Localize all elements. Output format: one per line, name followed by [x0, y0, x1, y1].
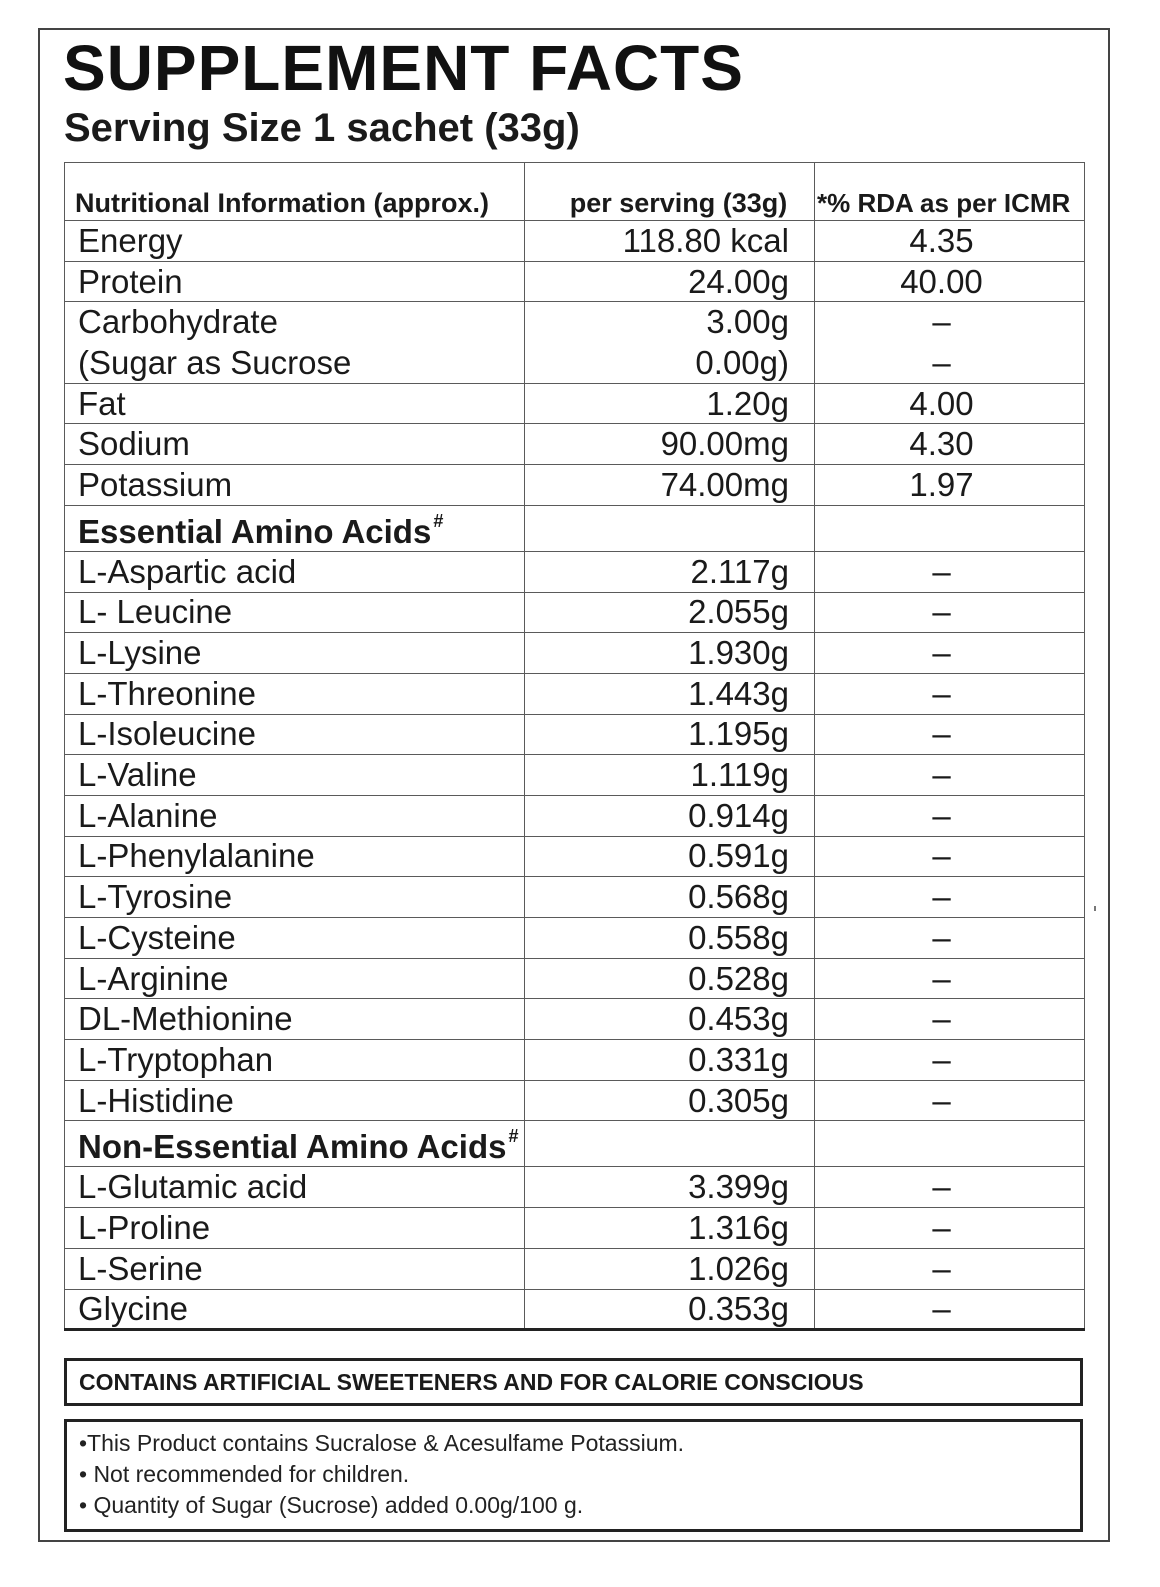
empty-cell	[815, 505, 1085, 551]
amino-acid-name: L-Tyrosine	[65, 877, 525, 918]
table-row	[65, 465, 1085, 506]
amino-acid-rda: –	[815, 714, 1085, 755]
amino-acid-amount: 0.914g	[525, 795, 815, 836]
amino-acid-rda: –	[815, 755, 1085, 796]
amino-acid-rda: –	[815, 1167, 1085, 1208]
table-row	[65, 795, 1085, 836]
nutrient-amount: 24.00g	[525, 261, 815, 302]
amino-acid-rda: –	[815, 1248, 1085, 1289]
amino-acid-amount: 1.026g	[525, 1248, 815, 1289]
nutrient-rda: –	[815, 302, 1085, 343]
amino-acid-rda: –	[815, 918, 1085, 959]
empty-cell	[525, 1121, 815, 1167]
essential-amino-acids-heading	[65, 505, 525, 551]
header-nutrient: Nutritional Information (approx.)	[65, 163, 525, 221]
table-row	[65, 836, 1085, 877]
table-row	[65, 877, 1085, 918]
table-row	[65, 958, 1085, 999]
nutrient-amount: 0.00g)	[525, 343, 815, 384]
amino-acid-amount: 1.316g	[525, 1208, 815, 1249]
table-row	[65, 633, 1085, 674]
amino-acid-name: L- Leucine	[65, 592, 525, 633]
amino-acid-amount: 0.558g	[525, 918, 815, 959]
non-essential-amino-acids-heading	[65, 1121, 525, 1167]
section-heading-row	[65, 1121, 1085, 1167]
amino-acid-rda: –	[815, 999, 1085, 1040]
amino-acid-name: L-Arginine	[65, 958, 525, 999]
amino-acid-name: L-Isoleucine	[65, 714, 525, 755]
table-row	[65, 1208, 1085, 1249]
amino-acid-name: L-Glutamic acid	[65, 1167, 525, 1208]
table-row	[65, 592, 1085, 633]
nutrient-amount: 1.20g	[525, 383, 815, 424]
nutrient-name: Energy	[65, 221, 525, 262]
amino-acid-name: L-Histidine	[65, 1080, 525, 1121]
amino-acid-rda: –	[815, 592, 1085, 633]
table-row	[65, 755, 1085, 796]
header-rda: *% RDA as per ICMR	[815, 163, 1085, 221]
footnote-mark: #	[508, 1126, 519, 1147]
amino-acid-amount: 0.305g	[525, 1080, 815, 1121]
nutrient-amount: 118.80 kcal	[525, 221, 815, 262]
table-row	[65, 673, 1085, 714]
note-sweeteners: •This Product contains Sucralose & Acesulfame Potassium.	[79, 1430, 685, 1456]
amino-acid-rda: –	[815, 1040, 1085, 1081]
amino-acid-amount: 1.119g	[525, 755, 815, 796]
amino-acid-amount: 1.195g	[525, 714, 815, 755]
amino-acid-name: L-Aspartic acid	[65, 551, 525, 592]
amino-acid-amount: 1.443g	[525, 673, 815, 714]
supplement-facts-table	[64, 162, 1085, 1331]
table-row	[65, 1040, 1085, 1081]
table-row	[65, 302, 1085, 343]
nutrient-rda: 4.00	[815, 383, 1085, 424]
amino-acid-rda: –	[815, 1289, 1085, 1330]
table-row	[65, 918, 1085, 959]
amino-acid-name: L-Cysteine	[65, 918, 525, 959]
amino-acid-amount: 0.331g	[525, 1040, 815, 1081]
table-row	[65, 1289, 1085, 1330]
amino-acid-rda: –	[815, 673, 1085, 714]
nutrient-name: Sodium	[65, 424, 525, 465]
amino-acid-amount: 0.453g	[525, 999, 815, 1040]
amino-acid-amount: 0.568g	[525, 877, 815, 918]
nutrient-name: (Sugar as Sucrose	[65, 343, 525, 384]
section-heading-row	[65, 505, 1085, 551]
nutrient-name: Potassium	[65, 465, 525, 506]
amino-acid-rda: –	[815, 958, 1085, 999]
table-row	[65, 999, 1085, 1040]
amino-acid-name: L-Proline	[65, 1208, 525, 1249]
empty-cell	[525, 505, 815, 551]
serving-size: Serving Size 1 sachet (33g)	[64, 106, 580, 150]
amino-acid-rda: –	[815, 1080, 1085, 1121]
amino-acid-name: L-Lysine	[65, 633, 525, 674]
nutrient-rda: 40.00	[815, 261, 1085, 302]
amino-acid-amount: 3.399g	[525, 1167, 815, 1208]
nutrient-amount: 90.00mg	[525, 424, 815, 465]
note-children: • Not recommended for children.	[79, 1461, 410, 1487]
amino-acid-name: L-Tryptophan	[65, 1040, 525, 1081]
amino-acid-name: L-Alanine	[65, 795, 525, 836]
amino-acid-name: L-Threonine	[65, 673, 525, 714]
amino-acid-name: DL-Methionine	[65, 999, 525, 1040]
amino-acid-rda: –	[815, 551, 1085, 592]
amino-acid-rda: –	[815, 877, 1085, 918]
nutrient-name: Fat	[65, 383, 525, 424]
amino-acid-amount: 0.528g	[525, 958, 815, 999]
table-row	[65, 221, 1085, 262]
amino-acid-amount: 2.117g	[525, 551, 815, 592]
section-heading-text: Essential Amino Acids	[78, 512, 432, 550]
nutrient-amount: 74.00mg	[525, 465, 815, 506]
amino-acid-amount: 2.055g	[525, 592, 815, 633]
amino-acid-amount: 0.353g	[525, 1289, 815, 1330]
table-row	[65, 551, 1085, 592]
table-row	[65, 261, 1085, 302]
amino-acid-name: Glycine	[65, 1289, 525, 1330]
table-row	[65, 343, 1085, 384]
table-row	[65, 1080, 1085, 1121]
table-row	[65, 714, 1085, 755]
table-header-row	[65, 163, 1085, 221]
nutrient-name: Carbohydrate	[65, 302, 525, 343]
amino-acid-rda: –	[815, 795, 1085, 836]
amino-acid-name: L-Serine	[65, 1248, 525, 1289]
nutrient-rda: 4.35	[815, 221, 1085, 262]
amino-acid-rda: –	[815, 836, 1085, 877]
table-row	[65, 383, 1085, 424]
page-title: SUPPLEMENT FACTS	[63, 32, 744, 104]
print-speck	[1094, 906, 1096, 911]
note-sugar-quantity: • Quantity of Sugar (Sucrose) added 0.00g/100 g.	[79, 1492, 584, 1518]
amino-acid-rda: –	[815, 633, 1085, 674]
nutrient-amount: 3.00g	[525, 302, 815, 343]
table-row	[65, 1167, 1085, 1208]
table-row	[65, 1248, 1085, 1289]
amino-acid-name: L-Valine	[65, 755, 525, 796]
amino-acid-name: L-Phenylalanine	[65, 836, 525, 877]
nutrient-rda: –	[815, 343, 1085, 384]
amino-acid-amount: 0.591g	[525, 836, 815, 877]
nutrient-rda: 4.30	[815, 424, 1085, 465]
empty-cell	[815, 1121, 1085, 1167]
nutrient-rda: 1.97	[815, 465, 1085, 506]
notes-box	[64, 1419, 1083, 1532]
amino-acid-amount: 1.930g	[525, 633, 815, 674]
section-heading-text: Non-Essential Amino Acids	[78, 1128, 507, 1166]
amino-acid-rda: –	[815, 1208, 1085, 1249]
header-per-serving: per serving (33g)	[525, 163, 815, 221]
footnote-mark: #	[433, 510, 444, 531]
nutrient-name: Protein	[65, 261, 525, 302]
artificial-sweetener-warning: CONTAINS ARTIFICIAL SWEETENERS AND FOR CALORIE CONSCIOUS	[64, 1358, 1083, 1406]
table-row	[65, 424, 1085, 465]
